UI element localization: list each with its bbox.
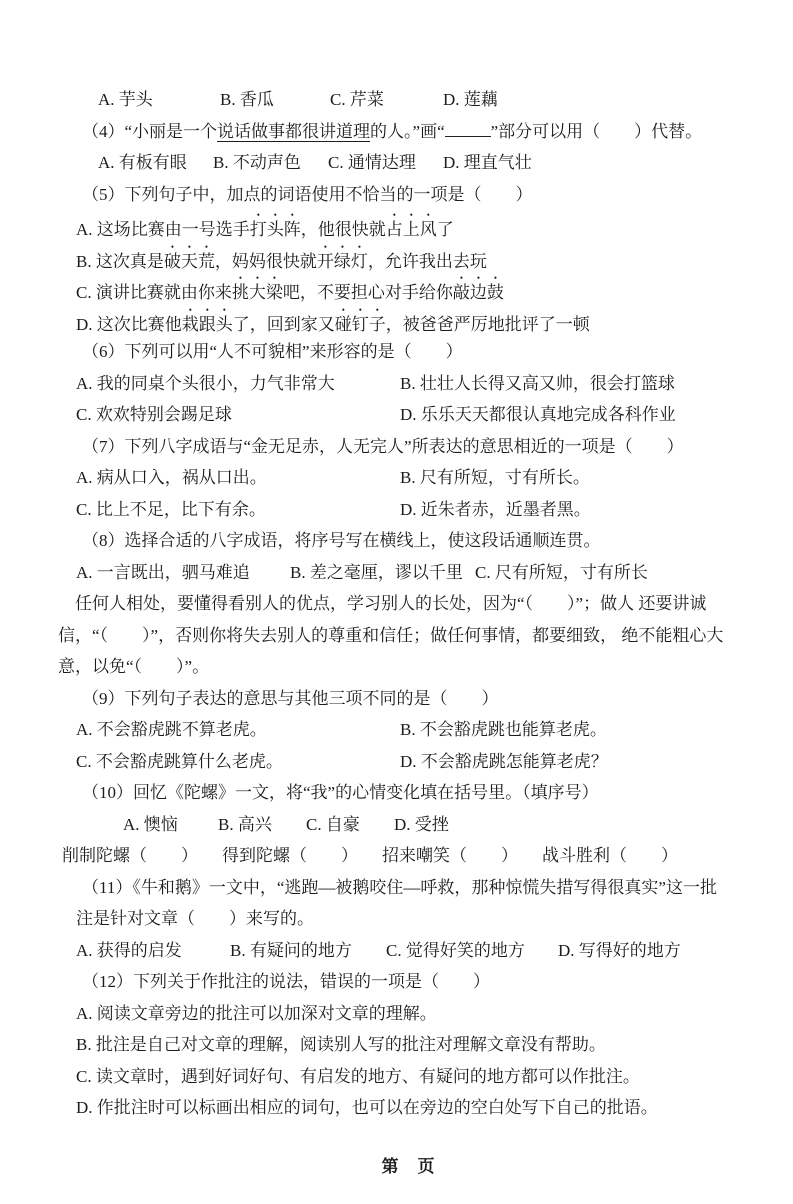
question-10-fill-row	[62, 840, 759, 872]
option-c: C. 不会豁虎跳算什么老虎。	[76, 751, 283, 771]
option-b: B. 尺有所短，寸有所长。	[400, 468, 590, 487]
question-12-option-b: B. 批注是自己对文章的理解，阅读别人写的批注对理解文章没有帮助。	[76, 1035, 606, 1054]
page-footer: 第 页	[381, 1156, 436, 1176]
question-12-option-d: D. 作批注时可以标画出相应的词句，也可以在旁边的空白处写下自己的批语。	[76, 1098, 658, 1117]
option-text: 了，回到家又	[232, 314, 335, 334]
emphasized-word: 栽跟头	[181, 314, 233, 334]
emphasized-word: 碰钉子	[334, 314, 386, 334]
question-4-title	[82, 116, 759, 148]
option-a: A. 一言既出，驷马难追	[76, 562, 250, 582]
question-12-title: （12）下列关于作批注的说法，错误的一项是（ ）	[82, 972, 490, 991]
option-a: A. 我的同桌个头很小，力气非常大	[76, 373, 335, 393]
question-4-text-pre: （4）“小丽是一个	[82, 121, 218, 141]
option-b: B. 有疑问的地方	[230, 940, 352, 960]
option-d: D. 不会豁虎跳怎能算老虎？	[400, 751, 608, 771]
option-text: B. 这次真是	[76, 251, 164, 271]
option-b: B. 不会豁虎跳也能算老虎。	[400, 720, 607, 739]
fill-blank-1: 削制陀螺（ ）	[62, 846, 198, 865]
option-d: D. 写得好的地方	[558, 940, 681, 960]
question-12-option-c: C. 读文章时，遇到好词好句、有启发的地方、有疑问的地方都可以作批注。	[76, 1066, 640, 1086]
option-c: C. 欢欢特别会踢足球	[76, 405, 232, 424]
option-text: ，他很快就	[300, 220, 386, 239]
question-4-options-row	[98, 147, 759, 179]
question-9-title: （9）下列句子表达的意思与其他三项不同的是（ ）	[82, 688, 499, 708]
blank-line	[445, 124, 491, 137]
question-8-title: （8）选择合适的八字成语，将序号写在横线上，使这段话通顺连贯。	[82, 531, 601, 550]
option-a: A. 芋头	[98, 90, 153, 109]
question-8-paragraph-line-3: 意，以免“（ ）”。	[58, 657, 210, 676]
question-11-options-row	[76, 935, 759, 967]
fill-blank-3: 招来嘲笑（ ）	[382, 846, 518, 865]
option-text: A. 这场比赛由一号选手	[76, 220, 250, 239]
question-5-option-a	[76, 210, 759, 242]
question-5-title: （5）下列句子中，加点的词语使用不恰当的一项是（ ）	[82, 184, 533, 204]
option-a: A. 不会豁虎跳不算老虎。	[76, 720, 267, 739]
option-b: B. 差之毫厘，谬以千里	[290, 562, 463, 582]
question-4-text-mid: 的人。”画“	[370, 121, 445, 141]
option-text: ，妈妈很快就	[214, 251, 317, 271]
option-text: D. 这次比赛他	[76, 314, 182, 334]
question-6-options-row-2	[76, 399, 759, 431]
option-d: D. 近朱者赤，近墨者黑。	[400, 499, 591, 519]
question-8-paragraph-line-2: 信，“（ ）”，否则你将失去别人的尊重和信任；做任何事情，都要细致， 绝不能粗心大	[58, 625, 724, 645]
question-5-option-c	[76, 273, 759, 305]
question-5-option-d	[76, 305, 759, 337]
question-4-text-post: ”部分可以用（ ）代替。	[490, 121, 703, 141]
option-c: C. 芹菜	[330, 90, 384, 109]
option-d: D. 莲藕	[443, 90, 498, 109]
option-d: D. 乐乐天天都很认真地完成各科作业	[400, 405, 676, 424]
option-a: A. 懊恼	[123, 814, 178, 834]
option-c: C. 自豪	[306, 814, 360, 834]
option-text: ，被爸爸严厉地批评了一顿	[385, 314, 590, 334]
question-7-options-row-2	[76, 494, 759, 526]
option-text: ，允许我出去玩	[367, 251, 487, 271]
question-5-option-b	[76, 242, 759, 274]
question-9-options-row-1	[76, 714, 759, 746]
question-7-options-row-1	[76, 462, 759, 494]
question-10-title: （10）回忆《陀螺》一文，将“我”的心情变化填在括号里。（填序号）	[82, 783, 599, 802]
emphasized-word: 开绿灯	[316, 251, 368, 271]
question-11-title-line-2: 注是针对文章（ ）来写的。	[76, 909, 314, 928]
question-10-options-row	[123, 809, 759, 841]
fill-blank-4: 战斗胜利（ ）	[542, 846, 678, 865]
question-12-option-a: A. 阅读文章旁边的批注可以加深对文章的理解。	[76, 1003, 437, 1023]
option-b: B. 高兴	[218, 814, 272, 834]
question-6-options-row-1	[76, 368, 759, 400]
option-text: C. 演讲比赛就由你来	[76, 283, 232, 302]
option-text: 了	[436, 220, 454, 239]
emphasized-word: 占上风	[385, 220, 437, 239]
option-d: D. 受挫	[394, 814, 449, 834]
fill-blank-2: 得到陀螺（ ）	[222, 846, 358, 865]
option-a: A. 有板有眼	[98, 153, 187, 172]
emphasized-word: 打头阵	[249, 220, 301, 239]
option-d: D. 理直气壮	[443, 153, 532, 172]
emphasized-word: 敲边鼓	[452, 283, 504, 302]
option-c: C. 比上不足，比下有余。	[76, 499, 266, 519]
question-3-options-row	[98, 84, 759, 116]
emphasized-word: 挑大梁	[231, 283, 283, 302]
option-a: A. 获得的启发	[76, 940, 182, 960]
question-4-underlined-phrase: 说话做事都很讲道理	[217, 121, 371, 141]
option-c: C. 通情达理	[328, 153, 416, 172]
option-b: B. 香瓜	[220, 90, 274, 109]
option-a: A. 病从口入，祸从口出。	[76, 468, 267, 487]
question-9-options-row-2	[76, 746, 759, 778]
option-c: C. 觉得好笑的地方	[386, 940, 525, 960]
option-b: B. 壮壮人长得又高又帅，很会打篮球	[400, 373, 675, 393]
question-8-options-row	[76, 557, 759, 589]
option-b: B. 不动声色	[213, 153, 301, 172]
option-text: 吧，不要担心对手给你	[282, 283, 453, 302]
question-8-paragraph-line-1: 任何人相处，要懂得看别人的优点，学习别人的长处，因为“（ ）”；做人 还要讲诚	[75, 594, 707, 613]
question-7-title: （7）下列八字成语与“金无足赤，人无完人”所表达的意思相近的一项是（ ）	[82, 436, 684, 456]
question-11-title-line-1: （11）《牛和鹅》一文中，“逃跑—被鹅咬住—呼救，那种惊慌失措写得很真实”这一批	[82, 877, 717, 897]
question-6-title: （6）下列可以用“人不可貌相”来形容的是（ ）	[82, 342, 463, 361]
emphasized-word: 破天荒	[163, 251, 215, 271]
option-c: C. 尺有所短，寸有所长	[475, 562, 648, 582]
